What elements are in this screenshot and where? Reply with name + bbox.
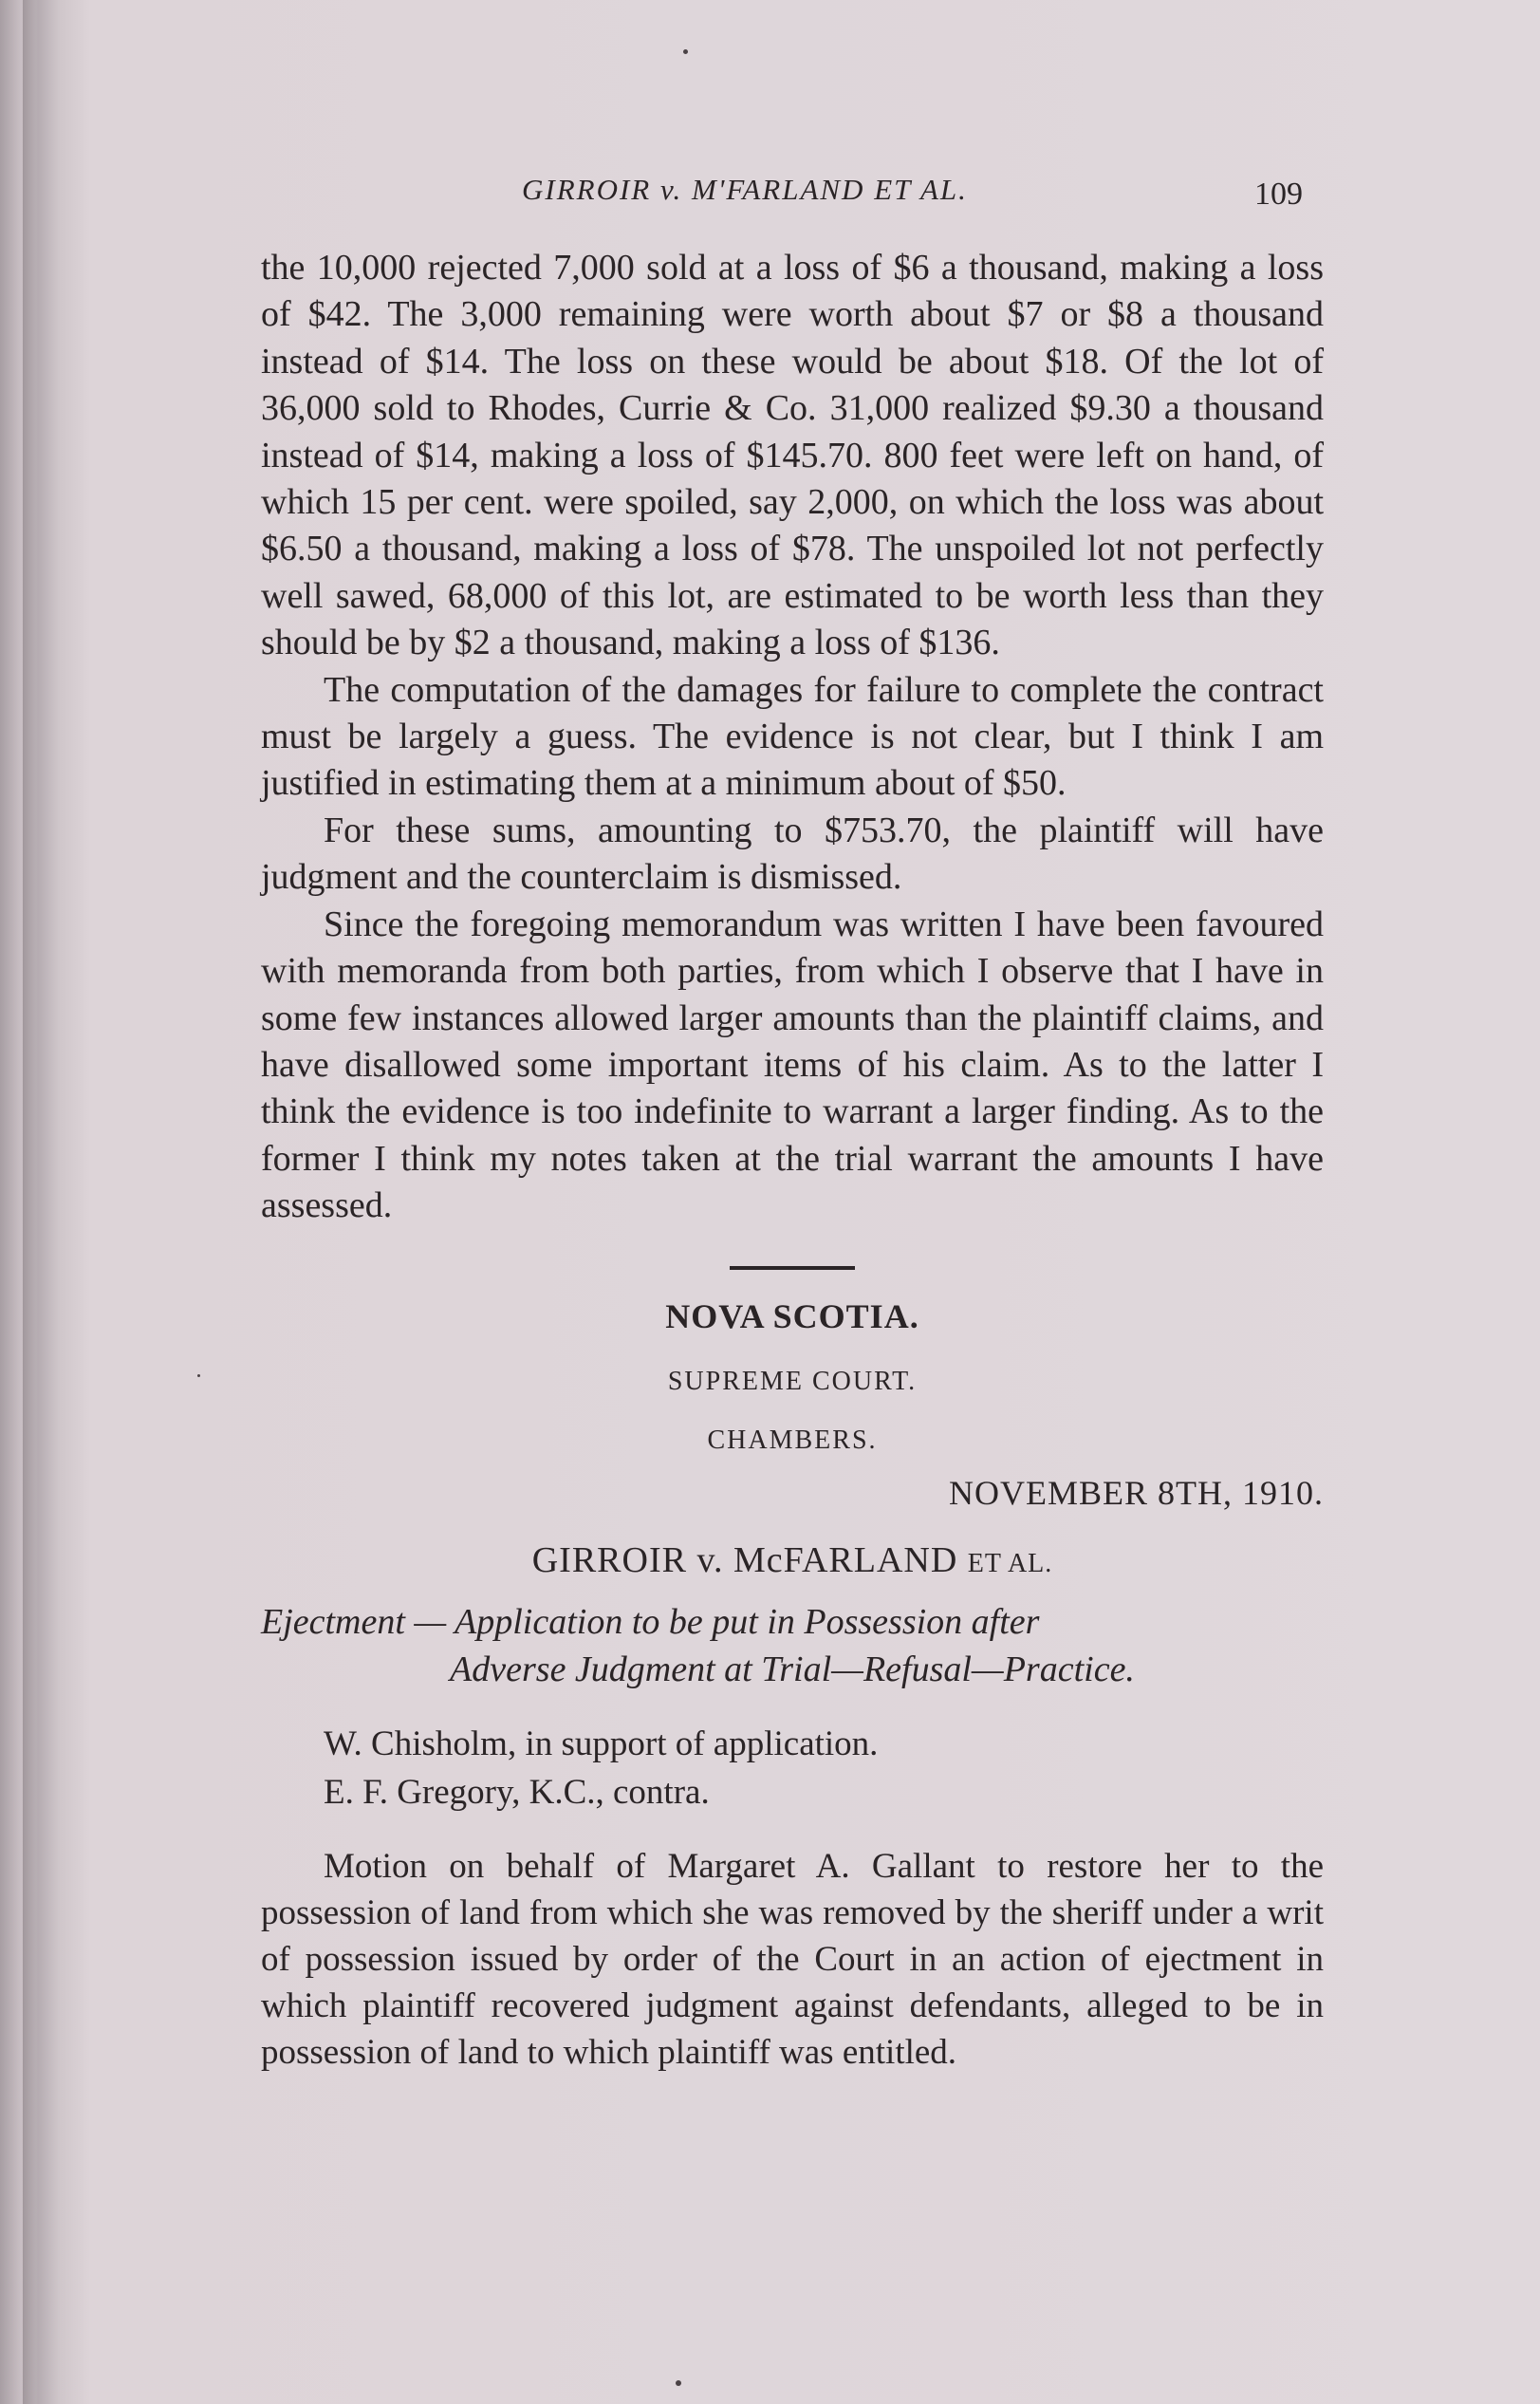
- section-divider: [730, 1266, 855, 1270]
- paragraph-damages: the 10,000 rejected 7,000 sold at a loss of $6 a thousand, making a loss of $42. The 3,000 remaining were worth about $7 or $8 a thousand instead of $14. The loss on these would be about $18. Of the lot of 36,000 sold to Rhodes, Currie & Co. 31,000 realized $9.30 a thousand instead of $14, making a loss of $145.70. 800 feet were left on hand, of which 15 per cent. were spoiled, say 2,000, on which the loss was about $6.50 a thousand, making a loss of $78. The unspoiled lot not perfectly well sawed, 68,000 of this lot, are estimated to be worth less than they should be by $2 a thousand, making a loss of $136.: [261, 248, 1324, 663]
- motion-paragraph: Motion on behalf of Margaret A. Gallant to restore her to the possession of land from which she was removed by the sheriff under a writ of possession issued by order of the Court in an action of ejectment in which plaintiff recovered judgment against defendants, alleged to be in possession of land to which plaintiff was entitled.: [261, 1846, 1324, 2072]
- paragraph-judgment: For these sums, amounting to $753.70, the plaintiff will have judgment and the counterclaim is dismissed.: [261, 810, 1324, 898]
- decision-date: NOVEMBER 8TH, 1910.: [949, 1473, 1324, 1512]
- headnote-line-1: Ejectment — Application to be put in Possession after: [261, 1601, 1040, 1642]
- paragraph-memoranda: Since the foregoing memorandum was written I have been favoured with memoranda from both parties, from which I observe that I have in some few instances allowed larger amounts than the plaintiff claims, and have disallowed some important items of his claim. As to the latter I think the evidence is too indefinite to warrant a larger finding. As to the former I think my notes taken at the trial warrant the amounts I have assessed.: [261, 904, 1324, 1226]
- paragraph-computation: The computation of the damages for failure to complete the contract must be largely a guess. The evidence is not clear, but I think I am justified in estimating them at a minimum about of $50.: [261, 669, 1324, 804]
- paper-speck: [197, 1374, 200, 1377]
- book-spine-shadow: [23, 0, 36, 2404]
- running-head: GIRROIR v. M'FARLAND ET AL.: [522, 173, 968, 206]
- paper-speck: [676, 2380, 681, 2386]
- court-heading: SUPREME COURT.: [667, 1366, 918, 1396]
- counsel-applicant: W. Chisholm, in support of application.: [324, 1724, 879, 1763]
- counsel-list: [261, 1720, 1324, 1817]
- case-title: [261, 1539, 1324, 1581]
- chambers-heading: CHAMBERS.: [707, 1425, 878, 1455]
- counsel-contra: E. F. Gregory, K.C., contra.: [324, 1772, 710, 1812]
- page-number: 109: [1254, 177, 1303, 212]
- text-column: [261, 245, 1324, 2111]
- jurisdiction-heading: NOVA SCOTIA.: [665, 1296, 919, 1335]
- paper-speck: [683, 49, 688, 54]
- case-title-suffix: ET AL.: [967, 1548, 1053, 1578]
- headnote: [261, 1598, 1324, 1693]
- headnote-line-2: Adverse Judgment at Trial—Refusal—Practice.: [450, 1649, 1135, 1689]
- case-title-parties: GIRROIR v. McFARLAND: [531, 1539, 958, 1580]
